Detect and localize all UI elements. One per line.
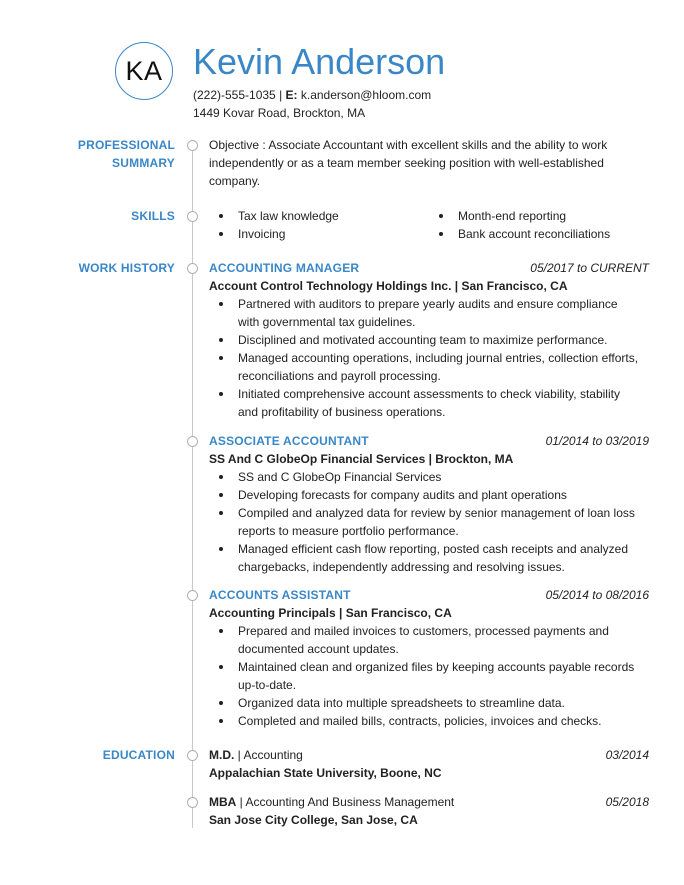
timeline-dot [187, 750, 198, 761]
timeline-dot [187, 263, 198, 274]
edu-school: San Jose City College, San Jose, CA [209, 813, 418, 827]
job-entry [209, 432, 649, 576]
skills-list [209, 207, 649, 243]
email: k.anderson@hloom.com [300, 88, 432, 102]
timeline-dot [187, 211, 198, 222]
job-bullet: Managed efficient cash flow reporting, posted cash receipts and analyzed chargebacks, independently addressing and resolving issues. [209, 540, 649, 576]
job-company: SS And C GlobeOp Financial Services | Brockton, MA [209, 452, 514, 466]
section-label-education: EDUCATION [102, 748, 175, 762]
edu-degree: M.D. [209, 748, 235, 762]
timeline-dot [187, 140, 198, 151]
edu-field: | Accounting And Business Management [236, 795, 455, 809]
edu-school: Appalachian State University, Boone, NC [209, 766, 442, 780]
job-bullet: SS and C GlobeOp Financial Services [209, 468, 649, 486]
edu-date: 05/2018 [605, 795, 649, 809]
initials: KA [125, 56, 163, 86]
job-entry [209, 586, 649, 730]
skill-item: Invoicing [209, 225, 429, 243]
edu-date: 03/2014 [605, 748, 649, 762]
job-bullet: Developing forecasts for company audits and plant operations [209, 486, 649, 504]
timeline-dot [187, 797, 198, 808]
email-label: E: [285, 88, 298, 102]
job-bullet: Compiled and analyzed data for review by senior management of loan loss reports to measure portfolio performance. [209, 504, 649, 540]
job-bullet: Managed accounting operations, including journal entries, collection efforts, reconciliations and payroll processing. [209, 349, 649, 385]
job-dates: 01/2014 to 03/2019 [545, 434, 649, 448]
edu-field: | Accounting [234, 748, 303, 762]
job-company: Accounting Principals | San Francisco, CA [209, 606, 452, 620]
job-dates: 05/2017 to CURRENT [530, 261, 649, 275]
job-company: Account Control Technology Holdings Inc. | San Francisco, CA [209, 279, 568, 293]
job-title: ASSOCIATE ACCOUNTANT [209, 434, 369, 448]
candidate-name: Kevin Anderson [193, 41, 446, 82]
education-entry [209, 746, 649, 782]
job-bullet: Disciplined and motivated accounting team to maximize performance. [209, 331, 649, 349]
timeline-line [192, 146, 193, 828]
skill-item: Tax law knowledge [209, 207, 429, 225]
address: 1449 Kovar Road, Brockton, MA [193, 106, 366, 120]
skill-item: Month-end reporting [429, 207, 649, 225]
education-entry [209, 793, 649, 829]
job-bullet: Maintained clean and organized files by keeping accounts payable records up-to-date. [209, 658, 649, 694]
job-bullet: Prepared and mailed invoices to customers, processed payments and documented account updates. [209, 622, 649, 658]
timeline-dot [187, 436, 198, 447]
monogram-circle [115, 42, 173, 100]
contact-block: (222)-555-1035 | E: k.anderson@hloom.com 1449 Kovar Road, Brockton, MA [193, 88, 432, 120]
section-label-work: WORK HISTORY [78, 261, 175, 275]
edu-degree: MBA [209, 795, 237, 809]
skill-item: Bank account reconciliations [429, 225, 649, 243]
job-entry [209, 259, 649, 421]
job-bullet: Initiated comprehensive account assessments to check viability, stability and profitability of business operations. [209, 385, 649, 421]
section-label-skills: SKILLS [131, 209, 175, 223]
job-bullet: Organized data into multiple spreadsheets to streamline data. [209, 694, 649, 712]
job-title: ACCOUNTS ASSISTANT [209, 588, 351, 602]
job-dates: 05/2014 to 08/2016 [545, 588, 649, 602]
section-label-summary: PROFESSIONAL SUMMARY [77, 138, 175, 170]
timeline-dot [187, 590, 198, 601]
job-bullet: Completed and mailed bills, contracts, policies, invoices and checks. [209, 712, 649, 730]
phone: (222)-555-1035 [193, 88, 276, 102]
job-bullet: Partnered with auditors to prepare yearly audits and ensure compliance with governmental tax guidelines. [209, 295, 649, 331]
job-title: ACCOUNTING MANAGER [209, 261, 360, 275]
summary-text: Objective : Associate Accountant with excellent skills and the ability to work independently or as a team member seeking position with well-established company. [209, 138, 608, 188]
